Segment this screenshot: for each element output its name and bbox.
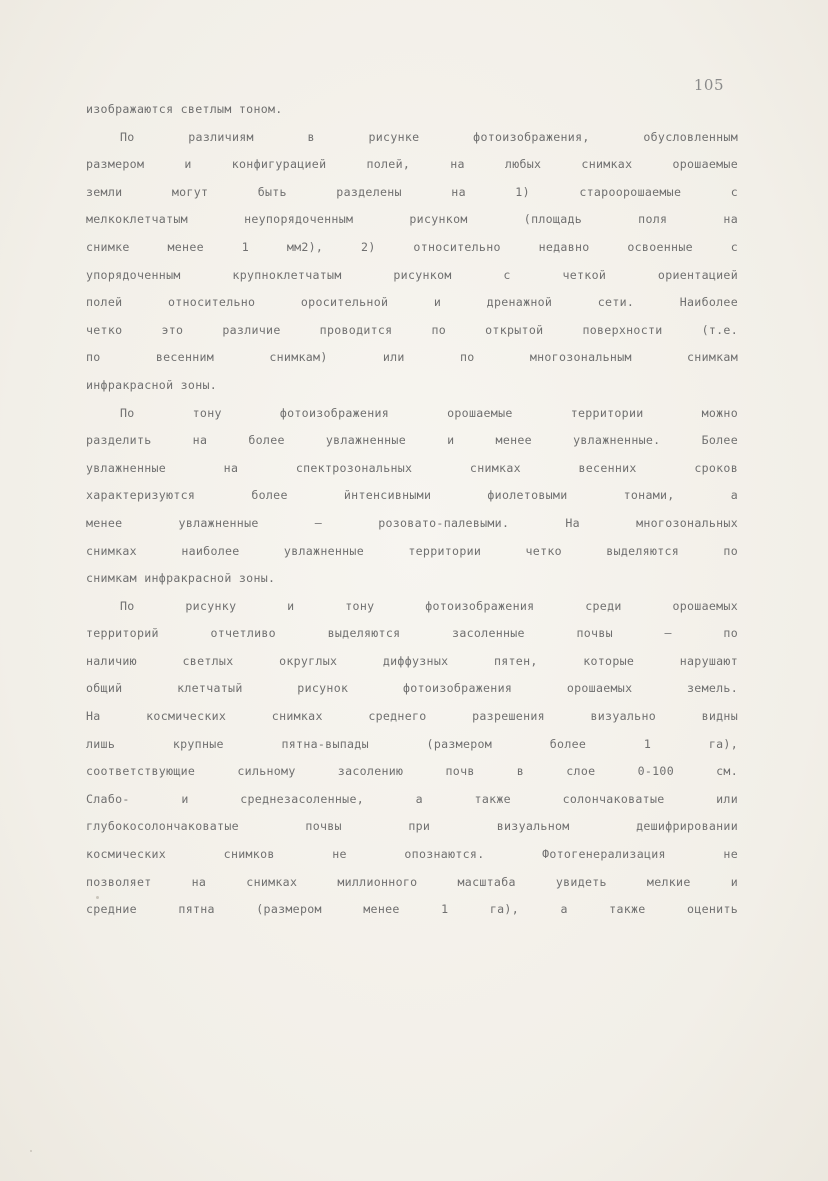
text-line: снимкам инфракрасной зоны. [86, 571, 276, 586]
text-line: разделить на более увлажненные и менее увлажненные. Более [86, 433, 738, 448]
text-line: мелкоклетчатым неупорядоченным рисунком (площадь поля на [86, 212, 738, 227]
text-line: соответствующие сильному засолению почв в слое 0-100 см. [86, 764, 738, 779]
text-line: По рисунку и тону фотоизображения среди орошаемых [120, 598, 738, 613]
text-line: снимках наиболее увлажненные территории четко выделяются по [86, 543, 738, 558]
page-number: 105 [693, 76, 724, 94]
paper-speck [96, 896, 99, 899]
text-line: по весенним снимкам) или по многозональным снимкам [86, 350, 738, 365]
text-line: территорий отчетливо выделяются засоленные почвы – по [86, 626, 738, 641]
paper-speck [30, 1150, 32, 1152]
text-line: менее увлажненные – розовато-палевыми. На многозональных [86, 515, 738, 530]
text-line: общий клетчатый рисунок фотоизображения орошаемых земель. [86, 681, 738, 696]
text-line: По тону фотоизображения орошаемые территории можно [120, 405, 738, 420]
text-line: лишь крупные пятна-выпады (размером более 1 га), [86, 736, 738, 751]
text-line: На космических снимках среднего разрешения визуально видны [86, 709, 738, 724]
text-line: полей относительно оросительной и дренажной сети. Наиболее [86, 295, 738, 310]
text-line: средние пятна (размером менее 1 га), а также оценить [86, 902, 738, 917]
body-text [86, 96, 738, 924]
text-line: упорядоченным крупноклетчатым рисунком с четкой ориентацией [86, 267, 738, 282]
text-line: изображаются светлым тоном. [86, 102, 283, 116]
text-line: наличию светлых округлых диффузных пятен, которые нарушают [86, 653, 738, 668]
text-line: размером и конфигурацией полей, на любых снимках орошаемые [86, 157, 738, 172]
text-line: четко это различие проводится по открытой поверхности (т.е. [86, 322, 738, 337]
text-line: Слабо- и среднезасоленные, а также солончаковатые или [86, 791, 738, 806]
text-line: увлажненные на спектрозональных снимках весенних сроков [86, 460, 738, 475]
text-line: снимке менее 1 мм2), 2) относительно недавно освоенные с [86, 239, 738, 254]
text-line: По различиям в рисунке фотоизображения, обусловленным [120, 129, 738, 144]
text-line: земли могут быть разделены на 1) староорошаемые с [86, 184, 738, 199]
text-line: космических снимков не опознаются. Фотогенерализация не [86, 847, 738, 862]
text-line: инфракрасной зоны. [86, 377, 218, 392]
text-line: глубокосолончаковатые почвы при визуальном дешифрировании [86, 819, 738, 834]
text-line: характеризуются более йнтенсивными фиолетовыми тонами, а [86, 488, 738, 503]
text-line: позволяет на снимках миллионного масштаба увидеть мелкие и [86, 874, 738, 889]
